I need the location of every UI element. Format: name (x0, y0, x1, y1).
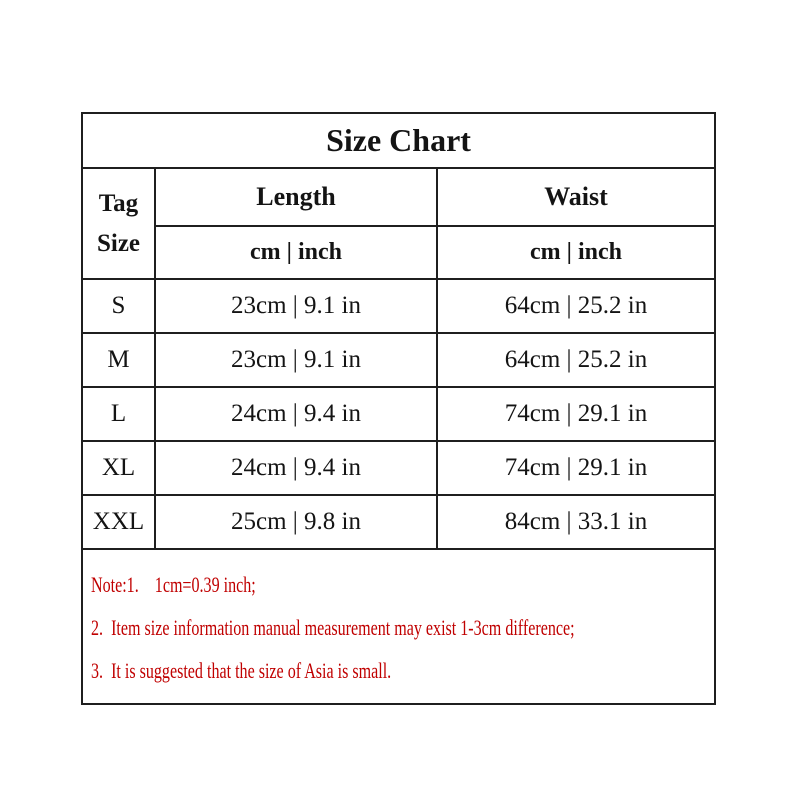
waist-value: 74cm | 29.1 in (437, 387, 714, 441)
size-table (83, 169, 714, 550)
table-row-xxl (83, 495, 714, 549)
length-value: 24cm | 9.4 in (155, 387, 437, 441)
length-value: 23cm | 9.1 in (155, 279, 437, 333)
tag-size-header-cell (83, 169, 155, 279)
waist-unit-header: cm | inch (437, 226, 714, 279)
length-value: 23cm | 9.1 in (155, 333, 437, 387)
note-line-1: Note:1. 1cm=0.39 inch; (91, 572, 256, 597)
table-row-xl (83, 441, 714, 495)
size-label: XXL (83, 495, 155, 549)
length-value: 25cm | 9.8 in (155, 495, 437, 549)
size-label: L (83, 387, 155, 441)
size-label: M (83, 333, 155, 387)
size-label: XL (83, 441, 155, 495)
waist-value: 84cm | 33.1 in (437, 495, 714, 549)
table-row-m (83, 333, 714, 387)
length-column-header: Length (155, 169, 437, 226)
table-row-s (83, 279, 714, 333)
notes-section (83, 550, 714, 703)
waist-value: 64cm | 25.2 in (437, 333, 714, 387)
waist-value: 64cm | 25.2 in (437, 279, 714, 333)
tag-size-header-line2: Size (96, 229, 141, 257)
waist-value: 74cm | 29.1 in (437, 441, 714, 495)
header-row-units (83, 226, 714, 279)
note-line-3: 3. It is suggested that the size of Asia is small. (91, 658, 392, 683)
waist-column-header: Waist (437, 169, 714, 226)
table-row-l (83, 387, 714, 441)
tag-size-header-line1: Tag (98, 189, 139, 217)
size-chart-box (81, 112, 716, 705)
size-label: S (83, 279, 155, 333)
note-line-2: 2. Item size information manual measurement may exist 1-3cm difference; (91, 615, 575, 640)
length-unit-header: cm | inch (155, 226, 437, 279)
header-row-labels (83, 169, 714, 226)
page-title: Size Chart (83, 114, 714, 169)
length-value: 24cm | 9.4 in (155, 441, 437, 495)
